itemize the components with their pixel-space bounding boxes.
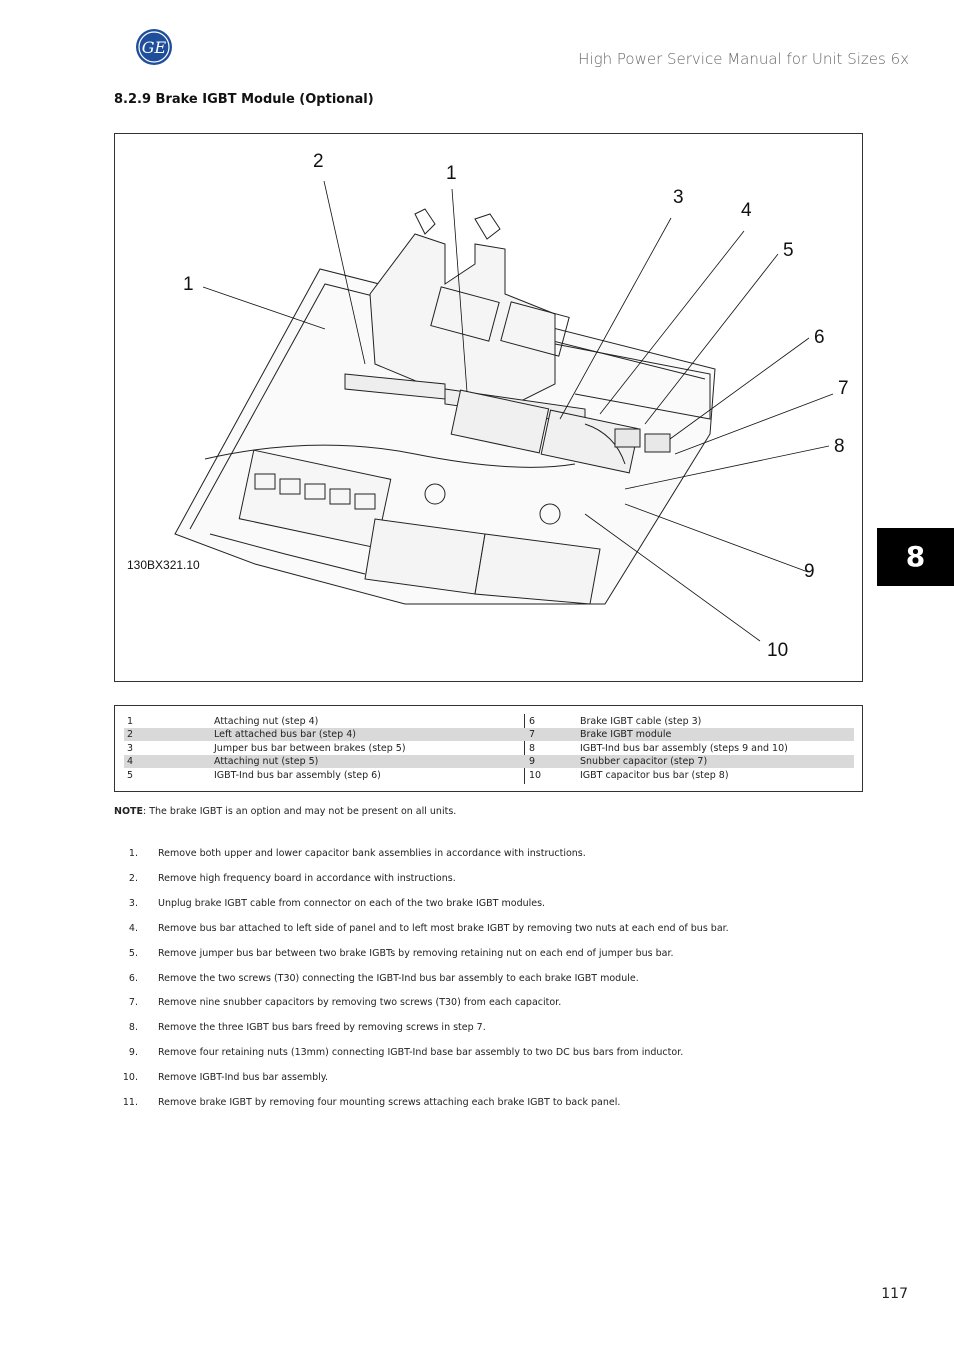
step-text: Remove jumper bus bar between two brake IGBTs by removing retaining nut on each end of jumper bus bar.: [158, 948, 674, 959]
step-text: Remove the two screws (T30) connecting the IGBT-Ind bus bar assembly to each brake IGBT module.: [158, 973, 639, 984]
callout-3: 3: [673, 187, 684, 208]
legend-table: [114, 705, 863, 792]
step-number: 8.: [128, 1022, 138, 1033]
step-text: Remove nine snubber capacitors by removing two screws (T30) from each capacitor.: [158, 997, 562, 1008]
legend-num: 2: [127, 729, 134, 740]
legend-text: IGBT-Ind bus bar assembly (steps 9 and 10): [580, 743, 788, 754]
legend-text: Snubber capacitor (step 7): [580, 756, 708, 767]
callout-1-upper: 1: [446, 163, 457, 184]
legend-num: 1: [127, 716, 134, 727]
section-title: 8.2.9 Brake IGBT Module (Optional): [114, 92, 374, 107]
step-number: 10.: [122, 1072, 138, 1083]
step-text: Unplug brake IGBT cable from connector on each of the two brake IGBT modules.: [158, 898, 546, 909]
step-number: 11.: [122, 1097, 138, 1108]
callout-9: 9: [804, 561, 815, 582]
step-text: Remove the three IGBT bus bars freed by removing screws in step 7.: [158, 1022, 486, 1033]
step-number: 9.: [128, 1047, 138, 1058]
note: [114, 806, 456, 817]
svg-text:GE: GE: [141, 38, 167, 57]
step-number: 2.: [128, 873, 138, 884]
step-text: Remove bus bar attached to left side of panel and to left most brake IGBT by removing two nuts at each end of bus bar.: [158, 923, 729, 934]
legend-text: Brake IGBT module: [580, 729, 672, 740]
callout-1-left: 1: [183, 274, 194, 295]
step-number: 3.: [128, 898, 138, 909]
ge-logo: [135, 28, 173, 66]
legend-row: [124, 755, 854, 768]
legend-num: 6: [529, 716, 536, 727]
figure-code: 130BX321.10: [127, 558, 200, 572]
legend-num: 8: [529, 743, 536, 754]
step-text: Remove brake IGBT by removing four mounting screws attaching each brake IGBT to back panel.: [158, 1097, 621, 1108]
legend-num: 5: [127, 770, 134, 781]
step-number: 4.: [128, 923, 138, 934]
step-text: Remove IGBT-Ind bus bar assembly.: [158, 1072, 329, 1083]
legend-row: [124, 742, 854, 755]
legend-text: IGBT capacitor bus bar (step 8): [580, 770, 729, 781]
callout-7: 7: [838, 378, 849, 399]
callout-8: 8: [834, 436, 845, 457]
legend-row: [124, 769, 854, 782]
step-number: 6.: [128, 973, 138, 984]
legend-text: Jumper bus bar between brakes (step 5): [214, 743, 406, 754]
step-number: 7.: [128, 997, 138, 1008]
chapter-tab: 8: [877, 528, 954, 586]
legend-num: 4: [127, 756, 134, 767]
legend-row: [124, 715, 854, 728]
step-text: Remove four retaining nuts (13mm) connecting IGBT-Ind base bar assembly to two DC bus bars from inductor.: [158, 1047, 684, 1058]
legend-text: IGBT-Ind bus bar assembly (step 6): [214, 770, 381, 781]
callout-4: 4: [741, 200, 752, 221]
legend-num: 9: [529, 756, 536, 767]
legend-row: [124, 728, 854, 741]
figure-box: [114, 133, 863, 682]
page-number: 117: [881, 1286, 908, 1302]
step-number: 5.: [128, 948, 138, 959]
callout-6: 6: [814, 327, 825, 348]
legend-num: 3: [127, 743, 134, 754]
legend-text: Left attached bus bar (step 4): [214, 729, 356, 740]
callout-10: 10: [767, 640, 789, 661]
step-number: 1.: [128, 848, 138, 859]
legend-num: 10: [529, 770, 542, 781]
legend-text: Attaching nut (step 4): [214, 716, 319, 727]
legend-text: Attaching nut (step 5): [214, 756, 319, 767]
step-text: Remove both upper and lower capacitor bank assemblies in accordance with instructions.: [158, 848, 586, 859]
legend-num: 7: [529, 729, 536, 740]
note-label: NOTE: [114, 806, 143, 817]
callout-2: 2: [313, 151, 324, 172]
step-text: Remove high frequency board in accordance with instructions.: [158, 873, 456, 884]
callout-5: 5: [783, 240, 794, 261]
note-text: : The brake IGBT is an option and may not be present on all units.: [143, 806, 457, 817]
legend-text: Brake IGBT cable (step 3): [580, 716, 702, 727]
header-title: High Power Service Manual for Unit Sizes 6x: [578, 50, 909, 68]
